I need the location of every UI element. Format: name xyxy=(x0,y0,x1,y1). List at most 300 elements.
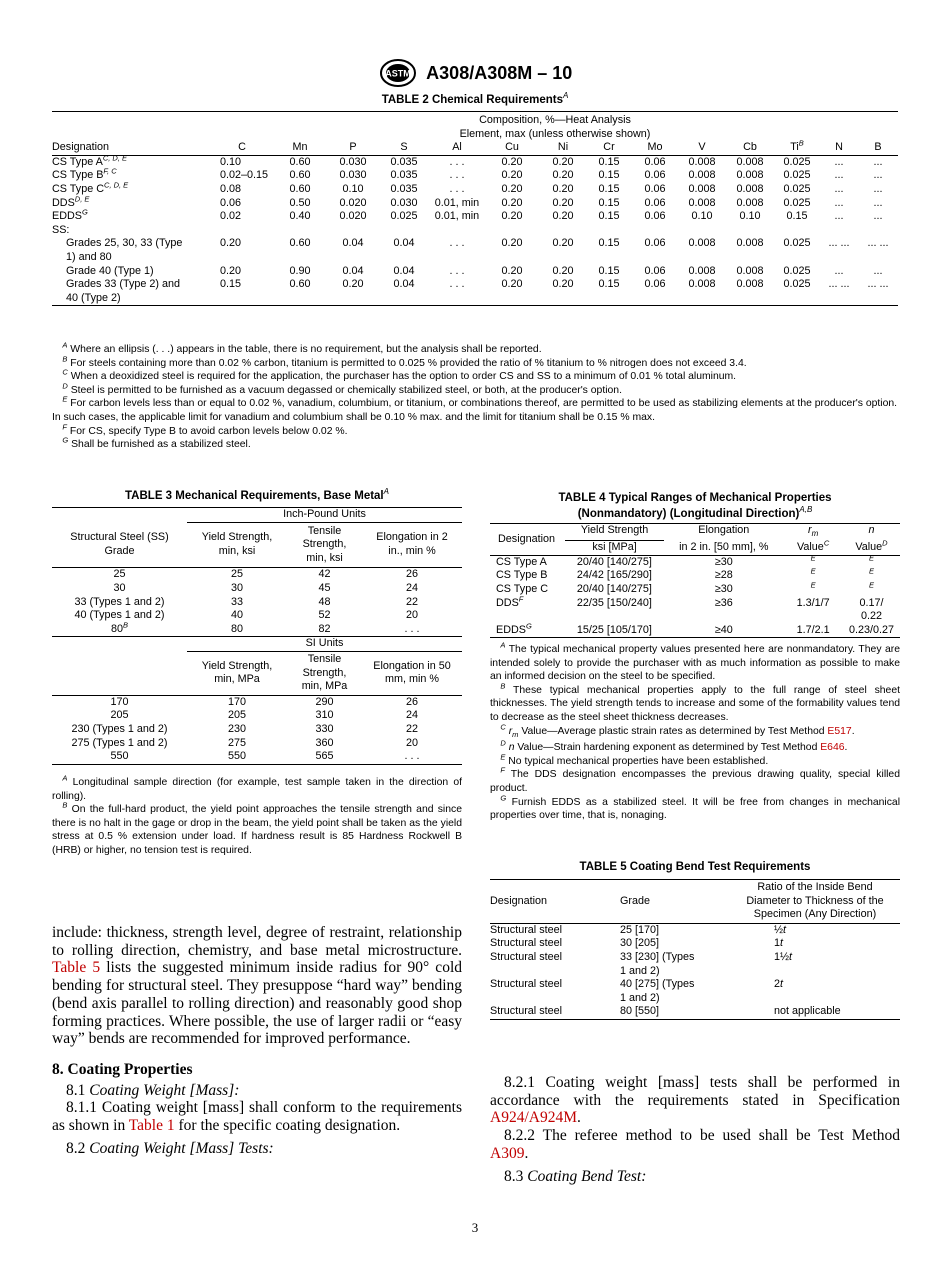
table-row xyxy=(52,224,898,238)
table2-col-header: C xyxy=(238,141,246,154)
table2-value-cell xyxy=(272,224,328,238)
table5-coating-bend xyxy=(490,879,900,1020)
section-8-2-num: 8.2 xyxy=(66,1139,90,1157)
table3-si-heading-row xyxy=(52,637,462,652)
section-8-1-1 xyxy=(52,1099,462,1134)
table5-grade-cell: 33 [230] (Types 1 and 2) xyxy=(620,950,695,977)
table2-value-cell: ... xyxy=(873,264,883,277)
table2-value-cell: 0.020 xyxy=(339,196,367,209)
table2-value-cell: 0.20 xyxy=(552,155,574,168)
table2-group-heading: Composition, %—Heat Analysis xyxy=(479,114,631,126)
table4-designation-cell xyxy=(490,621,565,638)
table5-designation-cell: Structural steel xyxy=(490,978,563,991)
table3-value-cell: 20 xyxy=(405,736,418,749)
body-right-column xyxy=(490,1074,900,1185)
table4-value-cell: 24/42 [165/290] xyxy=(576,569,652,582)
table2-designation-cell xyxy=(52,265,212,279)
table3-grade-text: 30 xyxy=(113,581,126,594)
table2-footnote xyxy=(52,367,900,384)
table2-value-cell: 0.20 xyxy=(552,210,574,223)
table-row xyxy=(490,923,900,937)
table2-footnote-key: C xyxy=(62,367,68,377)
table2-footnote xyxy=(52,422,900,439)
table4-header-row xyxy=(490,524,900,541)
table2-value-cell: ... xyxy=(834,182,844,195)
table3-footnotes xyxy=(52,773,462,858)
table2-designation-cell xyxy=(52,224,212,238)
table2-value-cell: 0.025 xyxy=(783,196,811,209)
table5-ratio-cell xyxy=(730,923,900,937)
table-row xyxy=(52,237,898,264)
table2-footnote-key: F xyxy=(62,422,67,432)
table2-value-cell: 0.60 xyxy=(289,182,311,195)
table2-footnote xyxy=(52,381,900,398)
table2-col-sup: B xyxy=(798,138,804,148)
table3-value-cell: 20 xyxy=(405,609,418,622)
table-row xyxy=(52,278,898,306)
table4-note-a-text: The typical mechanical property values presented here are nonmandatory. They are intended solely to provide the purchaser with as much information as possible to make an informed decision on the steel to be specified. xyxy=(490,644,901,683)
table2-value-cell: ... xyxy=(834,264,844,277)
table3-value-cell: 330 xyxy=(315,722,334,735)
table3-value-cell: 24 xyxy=(405,581,418,594)
table2-value-cell: 0.06 xyxy=(644,182,666,195)
table2-designation-text: Grade 40 (Type 1) xyxy=(66,264,154,277)
table3-footnote xyxy=(52,773,462,803)
table3-col-header: Elongation in 2 in., min % xyxy=(376,531,448,557)
table3-inch-pound-heading-row xyxy=(52,508,462,523)
table-row xyxy=(490,555,900,569)
table2-value-cell xyxy=(678,224,726,238)
table2-designation-text: SS: xyxy=(52,223,70,236)
table3-value-cell: 22 xyxy=(405,595,418,608)
table-row xyxy=(52,709,462,723)
table3-grade-text: 80 xyxy=(110,622,123,635)
table2-value-cell xyxy=(378,224,430,238)
table-row xyxy=(490,1005,900,1019)
table2-col-header: $Ti^B$ xyxy=(790,138,804,154)
table2-value-cell: 0.60 xyxy=(289,278,311,291)
table2-footnote-key: B xyxy=(62,354,68,364)
table2-value-cell: 0.20 xyxy=(552,264,574,277)
table3-grade-sup: B xyxy=(123,620,129,630)
table2-value-cell: 0.20 xyxy=(342,278,364,291)
table3-value-cell: 52 xyxy=(318,609,331,622)
table2-value-cell: 0.15 xyxy=(786,210,808,223)
table-row xyxy=(52,582,462,596)
table2-footnote xyxy=(52,394,900,424)
table2-value-cell: 0.008 xyxy=(736,278,764,291)
table4-designation-sup: G xyxy=(526,621,532,631)
section-8-2-2-text: 8.2.2 The referee method to be used shall be Test Method xyxy=(504,1127,900,1145)
table2-value-cell: 0.10 xyxy=(739,210,761,223)
table5-designation-cell: Structural steel xyxy=(490,950,563,963)
table3-si-heading-spacer xyxy=(52,637,187,652)
table2-value-cell: 0.15 xyxy=(598,278,620,291)
table5-header-row xyxy=(490,880,900,924)
table2-value-cell xyxy=(586,224,632,238)
table2-col-header: Cr xyxy=(603,141,615,154)
link-table-1[interactable]: Table 1 xyxy=(128,1117,175,1135)
table4-designation-text: CS Type A xyxy=(496,555,547,568)
table2-value-cell: 0.15 xyxy=(598,196,620,209)
table3-grade-cell: 170 xyxy=(110,695,129,708)
table-row xyxy=(52,723,462,737)
table2-footnote-key: G xyxy=(62,435,69,445)
table2-value-cell: ... xyxy=(873,169,883,182)
table5-designation-cell: Structural steel xyxy=(490,937,563,950)
table4-col-rm-sup: C xyxy=(823,538,830,548)
table2-value-cell: . . . xyxy=(449,264,465,277)
table2-value-cell: 0.06 xyxy=(644,278,666,291)
table2-footnotes xyxy=(52,340,900,452)
table2-value-cell: 0.15 xyxy=(598,155,620,168)
table-row xyxy=(52,609,462,623)
link-a309[interactable]: A309 xyxy=(490,1144,525,1162)
table4-value-cell: ≥30 xyxy=(714,555,733,568)
table2-value-cell: 0.50 xyxy=(289,196,311,209)
table2-col-header: V xyxy=(698,141,706,154)
table4-value-cell xyxy=(843,580,900,597)
table2-value-cell: 0.15 xyxy=(598,210,620,223)
table2-col-header: Ni xyxy=(557,141,569,154)
table4-title xyxy=(490,490,900,522)
table4-col-elongation: Elongation xyxy=(698,524,750,536)
table2-value-cell: 0.60 xyxy=(289,169,311,182)
table2-value-cell: 0.40 xyxy=(289,210,311,223)
table5-ratio-number: 2 xyxy=(774,978,781,991)
table2-value-cell: 0.008 xyxy=(688,237,716,250)
astm-logo-icon xyxy=(378,58,418,88)
table2-col-header: Mo xyxy=(647,141,663,154)
table2-value-cell: 0.06 xyxy=(644,155,666,168)
table2-value-cell: ... xyxy=(834,155,844,168)
table3-si-heading: SI Units xyxy=(187,637,462,652)
table3-value-cell: 48 xyxy=(318,595,331,608)
table2-value-cell: 0.02–0.15 xyxy=(220,169,269,182)
table4-note-b-text: These typical mechanical properties apply to the full range of steel sheet thicknesses. The yield strength tends to increase and some of the formability values tend to decrease as the steel sheet thickness decreases. xyxy=(490,684,900,723)
table3-grade-cell: 550 xyxy=(110,750,129,763)
table5-designation-cell: Structural steel xyxy=(490,923,563,936)
table3-grade-cell xyxy=(52,568,187,582)
table4-note-c: $^C$ $r_m$ Value—Average plastic strain rates as determined by Test Method E517. xyxy=(500,722,855,739)
table4-value-cell: ≥36 xyxy=(714,596,733,609)
table3-title-text: TABLE 3 Mechanical Requirements, Base Metal xyxy=(125,490,384,502)
table3-col-header: Structural Steel (SS) Grade xyxy=(70,531,169,557)
table2-value-cell: 0.025 xyxy=(390,210,418,223)
table2-value-cell: 0.20 xyxy=(501,278,523,291)
table2-value-cell: . . . xyxy=(449,237,465,250)
table3-value-cell: . . . xyxy=(404,750,420,763)
table2-value-cell: 0.06 xyxy=(220,196,242,209)
table2-value-cell xyxy=(540,224,586,238)
table2-value-cell: 0.030 xyxy=(339,169,367,182)
table2-col-header: Cb xyxy=(743,141,757,154)
table3-mechanical-requirements xyxy=(52,507,462,765)
table2-value-cell: 0.15 xyxy=(598,182,620,195)
table4-value-cell: ≥40 xyxy=(714,623,733,636)
table4-value-cell: 0.17/ 0.22 xyxy=(859,596,884,623)
table2-footnote-text: Steel is permitted to be furnished as a vacuum degassed or chemically stabilized steel, or both, at the producer's option. xyxy=(67,384,622,396)
table2-header-row xyxy=(52,141,898,155)
table4-col-n-symbol: n xyxy=(868,524,875,536)
table4-value-cell: 22/35 [150/240] xyxy=(576,596,652,609)
table2-value-cell: ... ... xyxy=(828,278,850,291)
table2-value-cell: 0.20 xyxy=(501,182,523,195)
table2-value-cell: . . . xyxy=(449,182,465,195)
table2-value-cell: 0.20 xyxy=(552,278,574,291)
table5-title: TABLE 5 Coating Bend Test Requirements xyxy=(579,861,811,873)
table2-designation-cell xyxy=(52,155,212,169)
table2-designation-sup: F, C xyxy=(103,166,117,176)
table3-si-header-row xyxy=(52,651,462,695)
table4-col-rm-symbol: r xyxy=(807,524,812,536)
table4-note-g-text: Furnish EDDS as a stabilized steel. It will be free from changes in mechanical properties over time, that is, nonaging. xyxy=(490,796,900,822)
table3-footnote-key: B xyxy=(62,800,68,810)
table5-ratio-unit: t xyxy=(789,950,793,963)
table2-value-cell: 0.04 xyxy=(393,237,415,250)
table3-value-cell: 82 xyxy=(318,622,331,635)
table2-footnote-key: D xyxy=(62,381,68,391)
table2-value-cell: 0.20 xyxy=(552,196,574,209)
section-8-3-num: 8.3 xyxy=(504,1167,528,1185)
table2-footnote-text: For CS, specify Type B to avoid carbon levels below 0.02 %. xyxy=(66,425,348,437)
table2-value-cell: ... xyxy=(834,210,844,223)
section-8-2-2 xyxy=(490,1127,900,1162)
table4-note-d-text: Value—Strain hardening exponent as determined by Test Method xyxy=(517,742,821,754)
table4-value-sup: E xyxy=(868,566,874,576)
table4-note-f: $^F$ The DDS designation encompasses the previous drawing quality, special killed product. xyxy=(490,765,900,795)
table2-value-cell xyxy=(212,224,272,238)
body-p1-text: include: thickness, strength level, degree of restraint, relationship to rolling direction, chemistry, and base metal microstructure. xyxy=(52,924,462,959)
table4-note-f-text: The DDS designation encompasses the previous drawing quality, special killed product. xyxy=(490,769,900,795)
table4-designation-text: DDS xyxy=(496,596,519,609)
table2-value-cell: ... ... xyxy=(828,237,850,250)
section-8-1-1-text-end: for the specific coating designation. xyxy=(174,1117,401,1135)
table2-footnote-key: E xyxy=(62,394,68,404)
table2-value-cell: 0.06 xyxy=(644,237,666,250)
table3-value-cell: 42 xyxy=(318,568,331,581)
link-e646[interactable]: E646 xyxy=(820,742,845,754)
table2-footnote-text: For steels containing more than 0.02 % carbon, titanium is permitted to 0.025 % provided the ratio of % titanium to % nitrogen does not exceed 3.4. xyxy=(67,357,747,369)
table2-title-text: TABLE 2 Chemical Requirements xyxy=(381,94,563,106)
table4-col-rm xyxy=(783,524,843,541)
page-number: 3 xyxy=(471,1220,479,1235)
link-table-5[interactable]: Table 5 xyxy=(52,959,101,977)
table3-value-cell: 25 xyxy=(230,568,243,581)
table5-ratio-cell xyxy=(730,937,900,951)
table2-footnote-key: A xyxy=(62,340,68,350)
table2-value-cell: 0.030 xyxy=(339,155,367,168)
table2-value-cell: . . . xyxy=(449,169,465,182)
table5-ratio-cell xyxy=(730,951,900,978)
table2-value-cell: 0.025 xyxy=(783,155,811,168)
table2-value-cell: 0.90 xyxy=(289,264,311,277)
table5-ratio-unit: t xyxy=(783,923,787,936)
table2-value-cell: 0.01, min xyxy=(434,196,480,209)
table2-value-cell: 0.008 xyxy=(736,169,764,182)
table2-value-cell: 0.15 xyxy=(598,237,620,250)
table3-grade-cell xyxy=(52,582,187,596)
section-8-2 xyxy=(52,1140,462,1158)
table3-value-cell: 310 xyxy=(315,709,334,722)
table3-grade-cell xyxy=(52,609,187,623)
table4-designation-sup: F xyxy=(518,594,524,604)
section-8-2-1-text: 8.2.1 Coating weight [mass] tests shall be performed in accordance with the requirements stated in Specification xyxy=(490,1074,900,1109)
table2-value-cell: 0.035 xyxy=(390,169,418,182)
table2-value-cell: 0.06 xyxy=(644,210,666,223)
table4-value-sup: E xyxy=(868,580,874,590)
table5-grade-cell: 40 [275] (Types 1 and 2) xyxy=(620,978,695,1004)
table5-col-designation: Designation xyxy=(490,894,548,907)
table2-col-header: Mn xyxy=(292,141,308,154)
table2-value-cell xyxy=(484,224,540,238)
table3-value-cell: 360 xyxy=(315,736,334,749)
table2-value-cell: 0.04 xyxy=(342,237,364,250)
section-8-2-1 xyxy=(490,1074,900,1127)
table2-col-header: S xyxy=(400,141,408,154)
table2-col-header: B xyxy=(874,141,882,154)
table2-designation-text: Grades 33 (Type 2) and 40 (Type 2) xyxy=(66,278,181,304)
table3-col-header: Tensile Strength, min, ksi xyxy=(302,524,347,564)
table2-title-sup: A xyxy=(562,91,569,101)
table2-group-subheading: Element, max (unless otherwise shown) xyxy=(459,127,651,140)
table2-col-header: N xyxy=(835,141,843,154)
table-row xyxy=(52,695,462,709)
table4-value-cell: ≥28 xyxy=(714,569,733,582)
section-8-heading: 8. Coating Properties xyxy=(52,1060,193,1078)
table2-value-cell: 0.20 xyxy=(220,264,242,277)
table3-grade-cell: 275 (Types 1 and 2) xyxy=(71,736,168,749)
table4-col-designation: Designation xyxy=(490,524,565,556)
table4-value-sup: E xyxy=(810,580,816,590)
table4-typical-properties xyxy=(490,523,900,638)
table2-value-cell: 0.035 xyxy=(390,182,418,195)
table2-col-header: P xyxy=(349,141,357,154)
body-p1-text-end: lists the suggested minimum inside radius for 90° cold bending for structural steel. They presuppose “hard way” bending (bend axis parallel to rolling direction) and reasonably good shop forming practices. Where possible, the use of larger radii or “easy way” bends are recommended for improved performance. xyxy=(52,959,462,1048)
table2-value-cell: 0.008 xyxy=(688,264,716,277)
table2-value-cell: 0.60 xyxy=(289,237,311,250)
table2-value-cell: ... xyxy=(834,196,844,209)
table2-value-cell: 0.06 xyxy=(644,169,666,182)
table2-designation-cell xyxy=(52,207,212,224)
table2-footnote-text: Shall be furnished as a stabilized steel. xyxy=(68,439,251,451)
table2-footnote-text: Where an ellipsis (. . .) appears in the table, there is no requirement, but the analysis shall be reported. xyxy=(67,344,542,355)
table4-designation-cell xyxy=(490,594,565,624)
table3-grade-text: 25 xyxy=(113,568,126,581)
table2-value-cell: 0.025 xyxy=(783,237,811,250)
table2-designation-sup: G xyxy=(82,207,88,217)
table3-value-cell: 26 xyxy=(405,695,418,708)
table5-grade-cell: 30 [205] xyxy=(620,937,660,950)
table5-ratio-unit: t xyxy=(780,937,784,950)
table4-note-g: $^G$ Furnish EDDS as a stabilized steel. It will be free from changes in mechanical properties over time, that is, nonaging. xyxy=(490,793,900,822)
table2-footnote xyxy=(52,354,900,371)
table2-value-cell xyxy=(632,224,678,238)
section-8-1-1-text: 8.1.1 Coating weight [mass] shall conform to the requirements as shown in xyxy=(52,1099,462,1135)
table2-col-header: Al xyxy=(452,141,462,154)
table4-designation-cell xyxy=(490,569,565,583)
table5-ratio-number: 1½ xyxy=(774,950,790,963)
table2-value-cell: ... xyxy=(873,182,883,195)
table2-value-cell: 0.008 xyxy=(688,196,716,209)
section-8-2-title: Coating Weight [Mass] Tests: xyxy=(89,1139,274,1157)
table2-value-cell: 0.06 xyxy=(644,196,666,209)
table2-value-cell: 0.04 xyxy=(393,278,415,291)
table2-value-cell: 0.10 xyxy=(220,155,242,168)
table-row xyxy=(52,737,462,751)
table4-col-n-value-label: Value xyxy=(855,540,883,553)
table3-value-cell: 22 xyxy=(405,722,418,735)
table2-value-cell: 0.20 xyxy=(220,237,242,250)
table2-value-cell: 0.20 xyxy=(552,237,574,250)
table-row xyxy=(52,623,462,637)
link-a924[interactable]: A924/A924M xyxy=(490,1109,577,1127)
table5-ratio-cell xyxy=(730,1005,900,1019)
table5-col-grade: Grade xyxy=(620,894,651,907)
table3-value-cell: 26 xyxy=(405,568,418,581)
table3-footnote-text: On the full-hard product, the yield point approaches the tensile strength and since there is no halt in the gage or drop in the beam, the yield point shall be taken as the yield stress at 0.5 % extension under load. If hardness result is 85 Hardness Rockwell B (HRB) or higher, no tension test is required. xyxy=(52,804,462,856)
table2-value-cell: 0.20 xyxy=(552,182,574,195)
table-row xyxy=(52,155,898,169)
table2-title xyxy=(0,91,950,106)
page-header xyxy=(0,58,950,88)
table-row xyxy=(52,197,898,211)
link-e517[interactable]: E517 xyxy=(827,725,852,737)
table4-value-cell: 20/40 [140/275] xyxy=(576,555,652,568)
table2-value-cell: . . . xyxy=(449,278,465,291)
table2-value-cell: 0.08 xyxy=(220,182,242,195)
table3-value-cell: 205 xyxy=(227,709,246,722)
table4-note-c-text: Value—Average plastic strain rates as determined by Test Method xyxy=(521,725,828,737)
table2-value-cell: 0.008 xyxy=(736,237,764,250)
table-row xyxy=(490,978,900,1005)
table2-footnote-text: For carbon levels less than or equal to 0.02 %, vanadium, columbium, or titanium, or combinations thereof, are permitted to be used as stabilizing elements at the producer's option. In such cases, the applicable limit for vanadium and columbium shall be 0.10 % max. and the limit for titanium shall be 0.15 % max. xyxy=(52,398,898,423)
table2-col-header: Designation xyxy=(52,141,110,154)
table3-value-cell: 24 xyxy=(405,709,418,722)
table5-ratio-unit: t xyxy=(780,978,784,991)
standard-designation: A308/A308M – 10 xyxy=(426,62,573,83)
table4-note-a: $^A$ The typical mechanical property values presented here are nonmandatory. They are intended solely to provide the purchaser with as much information as possible to make an informed decision on the steel to be specified. xyxy=(490,640,901,683)
table-row xyxy=(490,569,900,583)
table3-value-cell: 45 xyxy=(318,581,331,594)
table2-group-row xyxy=(52,112,898,142)
table4-designation-cell xyxy=(490,555,565,569)
table3-title-sup: A xyxy=(383,487,389,497)
table4-note-e: $^E$ No typical mechanical properties have been established. xyxy=(500,752,769,767)
table2-value-cell xyxy=(328,224,378,238)
table3-footnote xyxy=(52,800,462,857)
table3-value-cell: 550 xyxy=(227,750,246,763)
table5-ratio-number: 1 xyxy=(774,937,781,950)
table3-footnote-key: A xyxy=(62,773,68,783)
table4-value-cell: 20/40 [140/275] xyxy=(576,583,652,596)
table4-footnotes xyxy=(490,640,901,823)
table4-col-n xyxy=(843,524,900,541)
table2-value-cell: 0.60 xyxy=(289,155,311,168)
table2-designation-sup: C, D, E xyxy=(102,153,127,163)
section-8-3-title: Coating Bend Test: xyxy=(527,1167,647,1185)
table3-header-row xyxy=(52,522,462,568)
table-row xyxy=(490,597,900,624)
table4-value-cell: 0.23/0.27 xyxy=(848,623,894,636)
table2-value-cell: ... xyxy=(873,210,883,223)
table2-designation-text: EDDS xyxy=(52,210,82,223)
table3-grade-text: 40 (Types 1 and 2) xyxy=(74,609,165,622)
table2-value-cell: 0.04 xyxy=(342,264,364,277)
table3-value-cell: 170 xyxy=(227,695,246,708)
table2-designation-text: Grades 25, 30, 33 (Type 1) and 80 xyxy=(66,237,183,263)
table2-value-cell: 0.008 xyxy=(688,169,716,182)
